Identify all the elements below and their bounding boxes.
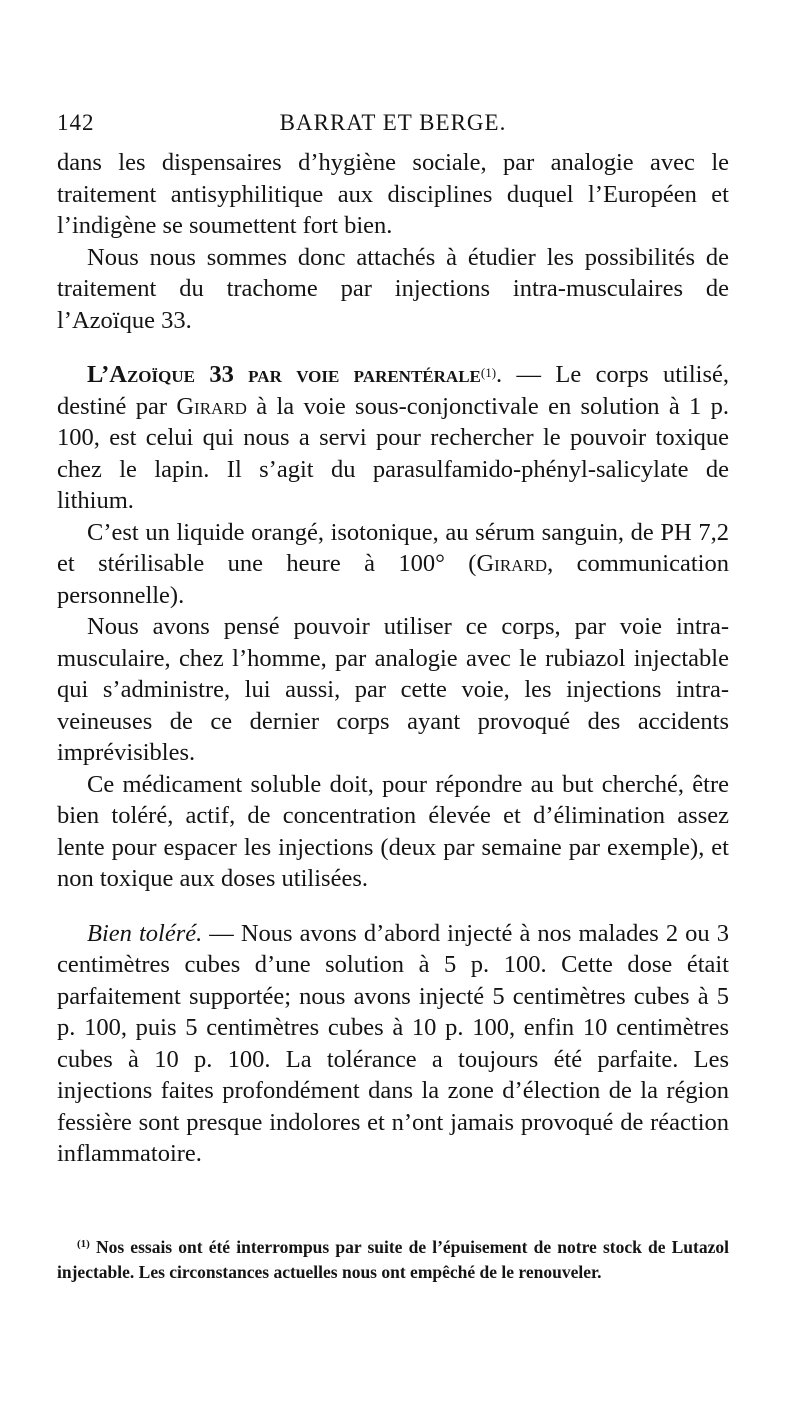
footnote-text: Nos essais ont été interrompus par suite de l’épuisement de notre stock de Lutazol injectable. Les circonstances actuelles nous ont empêché de le renouveler. (57, 1237, 729, 1282)
paragraph-7 (57, 918, 729, 1170)
footnote-reference: (1) (480, 365, 497, 380)
paragraph-5: Nous avons pensé pouvoir utiliser ce corps, par voie intra-musculaire, chez l’homme, par analogie avec le rubiazol injectable qui s’administre, lui aussi, par cette voie, les injections intra-veineuses de ce dernier corps ayant provoqué des accidents imprévisibles. (57, 613, 729, 766)
paragraph-2: Nous nous sommes donc attachés à étudier les possibilités de traitement du trachome par injections intra-musculaires de l’Azoïque 33. (57, 243, 729, 334)
paragraph-3-text-a: . — Le corps utilisé, destiné par (57, 361, 730, 420)
footnote-marker: (1) (77, 1238, 90, 1250)
paragraph-4 (57, 517, 729, 612)
paragraph-4-text-b: , communication personnelle). (57, 550, 729, 609)
paragraph-1: dans les dispensaires d’hygiène sociale, par analogie avec le traitement antisyphilitique aux disciplines duquel l’Européen et l’indigène se soumettent fort bien. (57, 149, 729, 239)
paragraph-3 (57, 359, 729, 517)
running-title: BARRAT ET BERGE. (279, 110, 507, 135)
page-number: 142 (57, 110, 95, 135)
paragraph-7-text: — Nous avons d’abord injecté à nos malades 2 ou 3 centimètres cubes d’une solution à 5 p. 100. Cette dose était parfaitement supportée; nous avons injecté 5 centimètres cubes à 5 p. 100, puis 5 centimètres cubes à 10 p. 100, enfin 10 centimètres cubes à 10 p. 100. La tolérance a toujours été parfaite. Les injections faites profondément dans la zone d’élection de la région fessière sont presque indolores et n’ont jamais provoqué de réaction inflammatoire. (57, 919, 729, 1167)
paragraph-6: Ce médicament soluble doit, pour répondre au but cherché, être bien toléré, actif, de concentration élevée et d’élimination assez lente pour espacer les injections (deux par semaine par exemple), et non toxique aux doses utilisées. (57, 770, 729, 892)
author-name-2: Girard (476, 550, 548, 577)
subsection-label: Bien toléré. (87, 919, 203, 947)
section-heading: L’Azoïque 33 par voie parentérale (87, 361, 481, 388)
author-name: Girard (176, 392, 247, 420)
paragraph-4-text-a: C’est un liquide orangé, isotonique, au sérum sanguin, de PH 7,2 et stérilisable une heure à 100° ( (57, 518, 729, 577)
footnote-paragraph (57, 1235, 729, 1285)
footnote (57, 1235, 729, 1285)
paragraph-3-text-b: à la voie sous-conjonctivale en solution à 1 p. 100, est celui qui nous a servi pour rechercher le pouvoir toxique chez le lapin. Il s’agit du parasulfamido-phényl-salicylate de lithium. (57, 392, 729, 514)
page-header (57, 110, 729, 142)
main-text (57, 147, 729, 1170)
